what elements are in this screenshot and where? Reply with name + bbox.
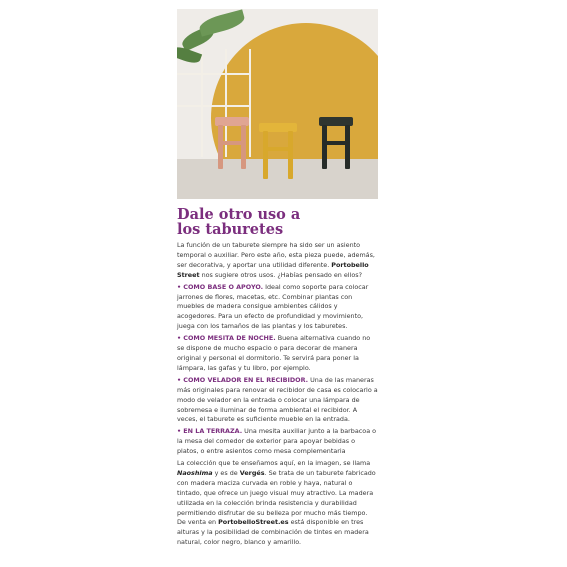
list-item: • COMO MESITA DE NOCHE. Buena alternativa cuando no se dispone de mucho espacio o para decorar de manera original y personal el dormitorio. Te servirá para poner la lámpara, las gafas y tu libro, por ejemplo. (177, 334, 371, 372)
title-line-1: Dale otro uso a (177, 206, 301, 223)
list-item: • COMO BASE O APOYO. Ideal como soporte para colocar jarrones de flores, macetas, etc. Combinar plantas con muebles de madera consigue ambientes cálidos y acogedores. Para un efecto de profundidad y movimiento, juega con los tamaños de las plantas y los taburetes. (177, 282, 369, 331)
article-body (177, 241, 378, 548)
stools-photo (177, 9, 378, 199)
list-item-lead: • COMO VELADOR EN EL RECIBIDOR. (177, 375, 309, 384)
title-line-2: los taburetes (177, 221, 284, 238)
collection-name: Naoshima (177, 468, 213, 477)
article-title (177, 207, 378, 237)
list-item: • COMO VELADOR EN EL RECIBIDOR. Una de las maneras más originales para renovar el recibidor de casa es colocarlo a modo de velador en la entrada o colocar una lámpara de sobremesa e iluminar de forma ambiental el recibidor. A veces, el taburete es suficiente mueble en la entrada. (177, 375, 378, 424)
article-column (177, 9, 378, 550)
list-item: • EN LA TERRAZA. Una mesita auxiliar junto a la barbacoa o la mesa del comedor de exterior para apoyar bebidas o platos, o entre asientos como mesa complementaria (177, 427, 377, 456)
store-website: PortobelloStreet.es (218, 518, 289, 527)
maker-name: Vergés (239, 468, 265, 477)
list-item-lead: • COMO MESITA DE NOCHE. (177, 334, 276, 343)
intro-paragraph: La función de un taburete siempre ha sido ser un asiento temporal o auxiliar. Pero este año, esta pieza puede, además, ser decorativa, y aportar una utilidad diferente. Portobello Street nos sugiere otros usos. ¿Habías pensado en ellos? (177, 241, 375, 279)
brand-name: Portobello Street (177, 260, 369, 279)
list-item-lead: • COMO BASE O APOYO. (177, 282, 264, 291)
list-item-lead: • EN LA TERRAZA. (177, 427, 243, 436)
closing-paragraph: La colección que te enseñamos aquí, en la imagen, se llama Naoshima y es de Vergés. Se trata de un taburete fabricado con madera maciza curvada en roble y haya, natural o tintado, que ofrece un juego visual muy atractivo. La madera utilizada en la colección brinda resistencia y durabilidad permitiendo disfrutar de su belleza por mucho más tiempo. De venta en PortobelloStreet.es está disponible en tres alturas y la posibilidad de combinación de tintes en madera natural, color negro, blanco y amarillo. (177, 459, 376, 547)
